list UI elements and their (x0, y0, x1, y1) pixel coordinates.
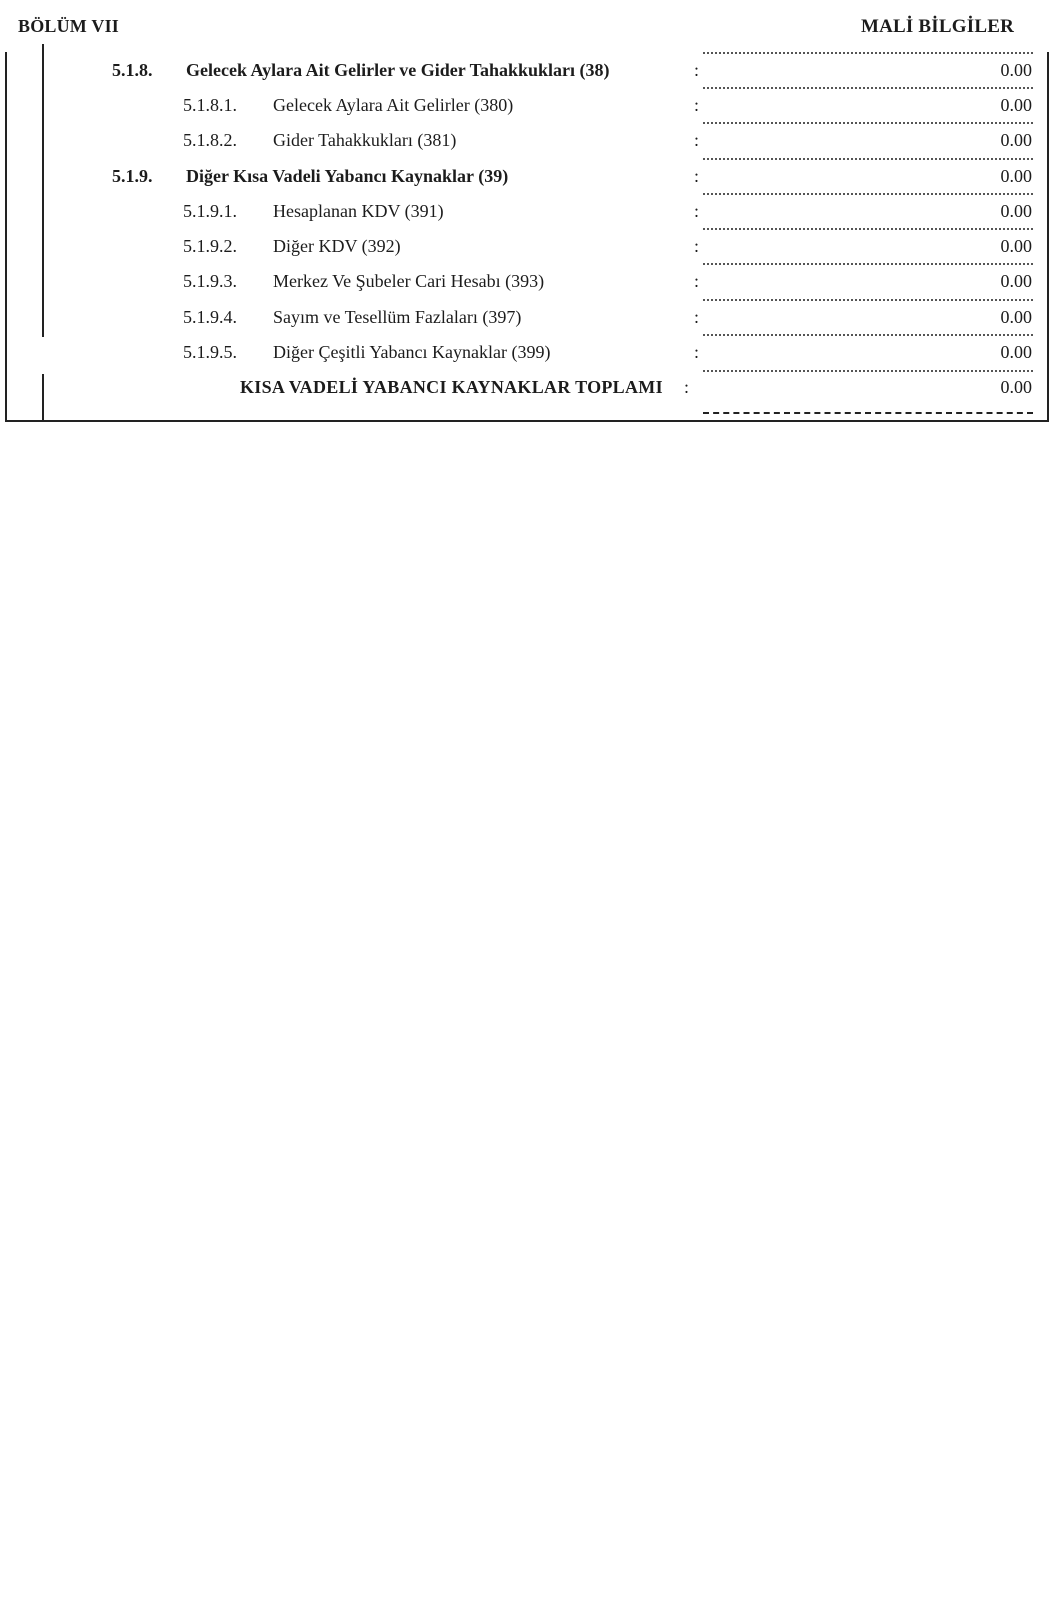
table-row (0, 58, 1056, 92)
section-title: BÖLÜM VII (18, 16, 119, 36)
total-label: KISA VADELİ YABANCI KAYNAKLAR TOPLAMI (240, 377, 663, 397)
row-colon: : (694, 236, 700, 256)
table-row (0, 164, 1056, 198)
total-value: 0.00 (1000, 377, 1032, 397)
row-value: 0.00 (1000, 60, 1032, 80)
row-label: Merkez Ve Şubeler Cari Hesabı (393) (273, 271, 545, 291)
table-row (0, 269, 1056, 303)
total-row (0, 375, 1056, 409)
table-row (0, 234, 1056, 268)
table-row (0, 128, 1056, 162)
row-label: Diğer Kısa Vadeli Yabancı Kaynaklar (39) (186, 166, 509, 186)
row-colon: : (694, 271, 700, 291)
row-colon: : (694, 342, 700, 362)
row-code: 5.1.8.2. (183, 130, 237, 150)
row-colon: : (694, 130, 700, 150)
row-colon: : (694, 201, 700, 221)
row-label: Gelecek Aylara Ait Gelirler (380) (273, 95, 514, 115)
row-value: 0.00 (1000, 95, 1032, 115)
row-code: 5.1.9.3. (183, 271, 237, 291)
row-code: 5.1.9.1. (183, 201, 237, 221)
row-value: 0.00 (1000, 307, 1032, 327)
row-label: Diğer Çeşitli Yabancı Kaynaklar (399) (273, 342, 551, 362)
dotted-leader (703, 52, 1033, 54)
table-row (0, 340, 1056, 374)
row-code: 5.1.8. (112, 60, 153, 80)
row-label: Hesaplanan KDV (391) (273, 201, 444, 221)
row-code: 5.1.8.1. (183, 95, 237, 115)
row-label: Sayım ve Tesellüm Fazlaları (397) (273, 307, 522, 327)
row-colon: : (694, 95, 700, 115)
row-value: 0.00 (1000, 166, 1032, 186)
row-value: 0.00 (1000, 271, 1032, 291)
row-code: 5.1.9. (112, 166, 153, 186)
row-label: Gelecek Aylara Ait Gelirler ve Gider Tahakkukları (38) (186, 60, 610, 80)
row-colon: : (694, 166, 700, 186)
row-label: Gider Tahakkukları (381) (273, 130, 457, 150)
row-value: 0.00 (1000, 342, 1032, 362)
row-value: 0.00 (1000, 236, 1032, 256)
table-row (0, 93, 1056, 127)
row-value: 0.00 (1000, 130, 1032, 150)
row-code: 5.1.9.5. (183, 342, 237, 362)
row-label: Diğer KDV (392) (273, 236, 401, 256)
table-row (0, 305, 1056, 339)
total-colon: : (684, 377, 690, 397)
row-code: 5.1.9.4. (183, 307, 237, 327)
total-dashed-underline (703, 412, 1033, 414)
row-value: 0.00 (1000, 201, 1032, 221)
row-colon: : (694, 60, 700, 80)
table-row (0, 199, 1056, 233)
row-code: 5.1.9.2. (183, 236, 237, 256)
section-subtitle: MALİ BİLGİLER (860, 16, 1014, 37)
row-colon: : (694, 307, 700, 327)
